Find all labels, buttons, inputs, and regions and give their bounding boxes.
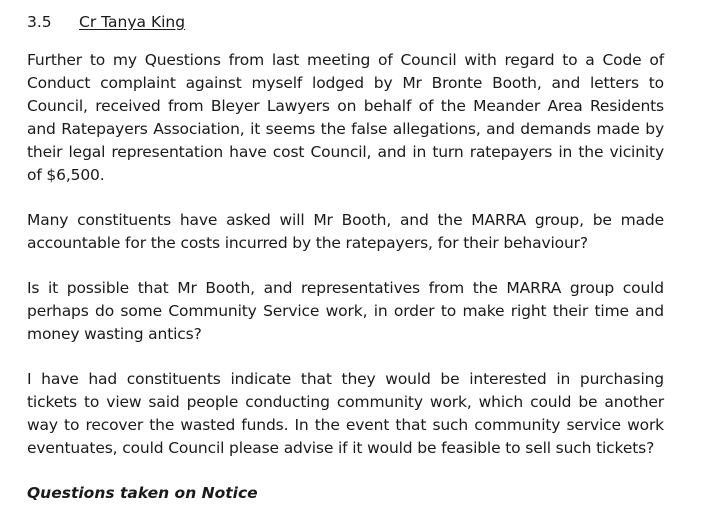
paragraph-4: I have had constituents indicate that they would be interested in purchasing tickets to view said people conducting community work, which could be another way to recover the wasted funds. In the event that such community service work eventuates, could Council please advise if it would be feasible to sell such tickets?: [27, 370, 664, 457]
questions-notice: Questions taken on Notice: [27, 484, 258, 502]
paragraph-2: Many constituents have asked will Mr Booth, and the MARRA group, be made accountable for the costs incurred by the ratepayers, for their behaviour?: [27, 211, 664, 252]
section-heading: [27, 12, 664, 32]
paragraph-3: Is it possible that Mr Booth, and representatives from the MARRA group could perhaps do some Community Service work, in order to make right their time and money wasting antics?: [27, 279, 664, 343]
paragraph-1: Further to my Questions from last meeting of Council with regard to a Code of Conduct complaint against myself lodged by Mr Bronte Booth, and letters to Council, received from Bleyer Lawyers on behalf of the Meander Area Residents and Ratepayers Association, it seems the false allegations, and demands made by their legal representation have cost Council, and in turn ratepayers in the vicinity of $6,500.: [27, 51, 664, 184]
section-title: Cr Tanya King: [79, 13, 186, 31]
document-page: [27, 12, 664, 505]
section-number: 3.5: [27, 13, 52, 31]
